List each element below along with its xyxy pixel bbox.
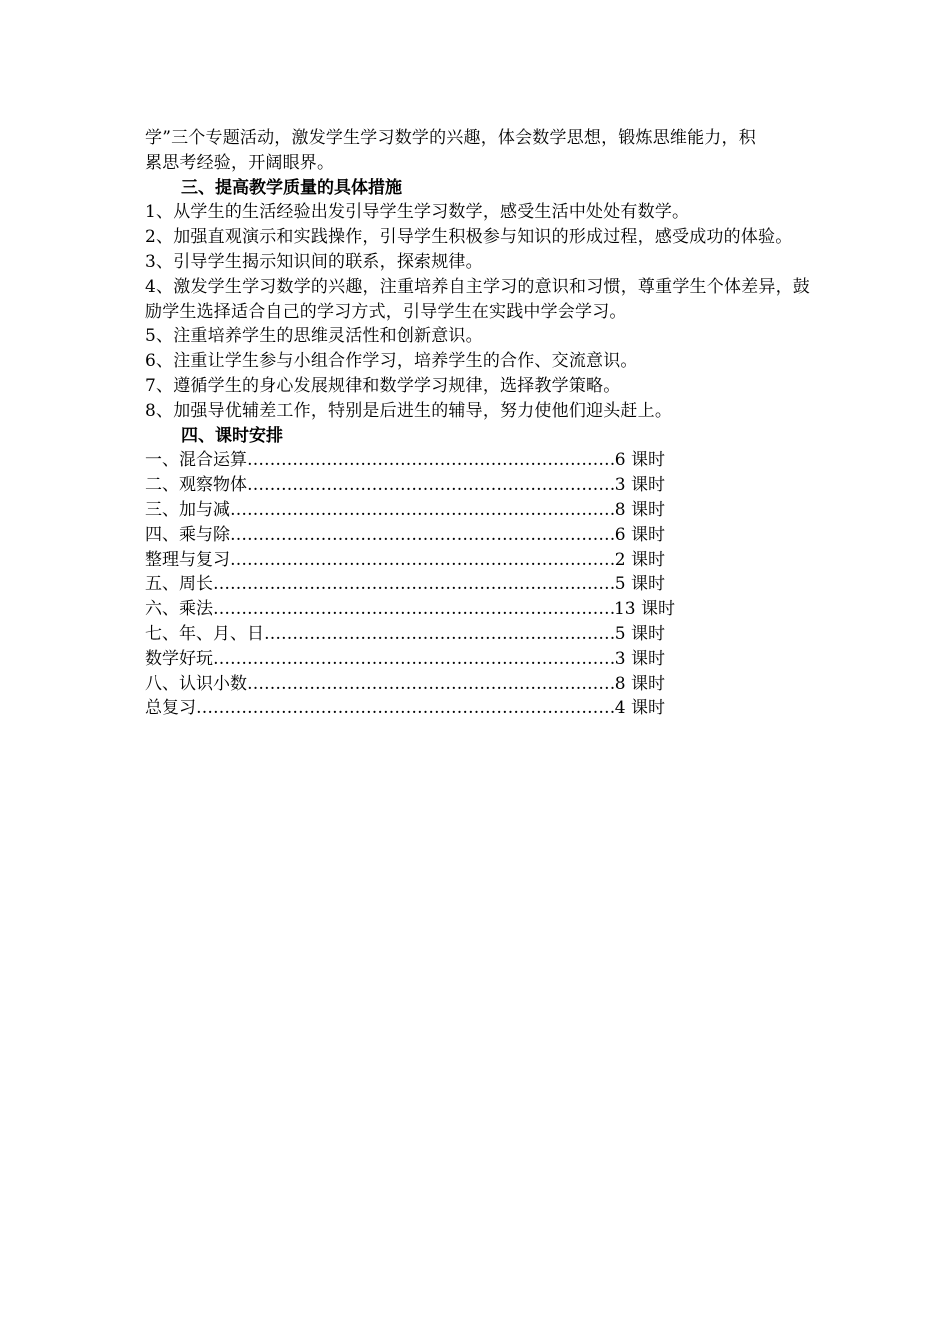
intro-line-2: 累思考经验，开阔眼界。	[145, 152, 335, 173]
schedule-unit-hours: 3 课时	[614, 475, 665, 496]
dot-leader	[264, 622, 615, 647]
schedule-row	[145, 448, 665, 473]
schedule-unit-name: 一、混合运算	[145, 450, 247, 471]
measure-item-7: 7、遵循学生的身心发展规律和数学学习规律，选择教学策略。	[145, 375, 621, 396]
section-4-heading: 四、课时安排	[181, 425, 283, 446]
dot-leader	[230, 498, 615, 523]
measure-item-2: 2、加强直观演示和实践操作，引导学生积极参与知识的形成过程，感受成功的体验。	[145, 227, 793, 248]
dot-leader	[247, 672, 615, 697]
schedule-unit-hours: 13 课时	[613, 599, 675, 620]
schedule-row	[145, 572, 665, 597]
schedule-unit-name: 二、观察物体	[145, 475, 247, 496]
measure-item-8: 8、加强导优辅差工作，特别是后进生的辅导，努力使他们迎头赶上。	[145, 400, 673, 421]
schedule-unit-hours: 3 课时	[614, 648, 665, 669]
schedule-row	[145, 696, 665, 721]
schedule-unit-hours: 6 课时	[614, 524, 665, 545]
schedule-unit-name: 三、加与减	[145, 499, 230, 520]
intro-line-1: 学”三个专题活动，激发学生学习数学的兴趣，体会数学思想，锻炼思维能力，积	[145, 128, 756, 148]
schedule-unit-hours: 4 课时	[614, 698, 665, 719]
schedule-unit-name: 总复习	[145, 698, 196, 719]
measure-item-6: 6、注重让学生参与小组合作学习，培养学生的合作、交流意识。	[145, 351, 638, 372]
dot-leader	[213, 572, 615, 597]
schedule-unit-hours: 2 课时	[614, 549, 665, 570]
dot-leader	[230, 523, 615, 548]
schedule-unit-hours: 8 课时	[614, 499, 665, 520]
schedule-row	[145, 548, 665, 573]
measure-item-4: 4、激发学生学习数学的兴趣，注重培养自主学习的意识和习惯，尊重学生个体差异，鼓励学生选择适合自己的学习方式，引导学生在实践中学会学习。	[145, 276, 810, 322]
measure-item-5: 5、注重培养学生的思维灵活性和创新意识。	[145, 326, 483, 347]
schedule-row	[145, 597, 675, 622]
section-3-heading: 三、提高教学质量的具体措施	[181, 177, 402, 198]
schedule-unit-name: 六、乘法	[145, 599, 213, 620]
schedule-unit-hours: 5 课时	[614, 574, 665, 595]
dot-leader	[247, 473, 615, 498]
schedule-unit-hours: 6 课时	[614, 450, 665, 471]
document-page	[145, 126, 810, 721]
schedule-unit-hours: 8 课时	[614, 673, 665, 694]
schedule-row	[145, 622, 665, 647]
schedule-unit-name: 七、年、月、日	[145, 623, 264, 644]
schedule-unit-hours: 5 课时	[614, 623, 665, 644]
dot-leader	[230, 548, 615, 573]
schedule-unit-name: 整理与复习	[145, 549, 230, 570]
schedule-row	[145, 523, 665, 548]
dot-leader	[247, 448, 615, 473]
dot-leader	[213, 597, 614, 622]
schedule-row	[145, 498, 665, 523]
schedule-row	[145, 647, 665, 672]
schedule-row	[145, 473, 665, 498]
schedule-unit-name: 四、乘与除	[145, 524, 230, 545]
schedule-unit-name: 五、周长	[145, 574, 213, 595]
dot-leader	[213, 647, 615, 672]
measure-item-1: 1、从学生的生活经验出发引导学生学习数学，感受生活中处处有数学。	[145, 202, 690, 223]
schedule-unit-name: 八、认识小数	[145, 673, 247, 694]
dot-leader	[196, 696, 615, 721]
schedule-row	[145, 672, 665, 697]
schedule-unit-name: 数学好玩	[145, 648, 213, 669]
measure-item-3: 3、引导学生揭示知识间的联系，探索规律。	[145, 251, 483, 272]
